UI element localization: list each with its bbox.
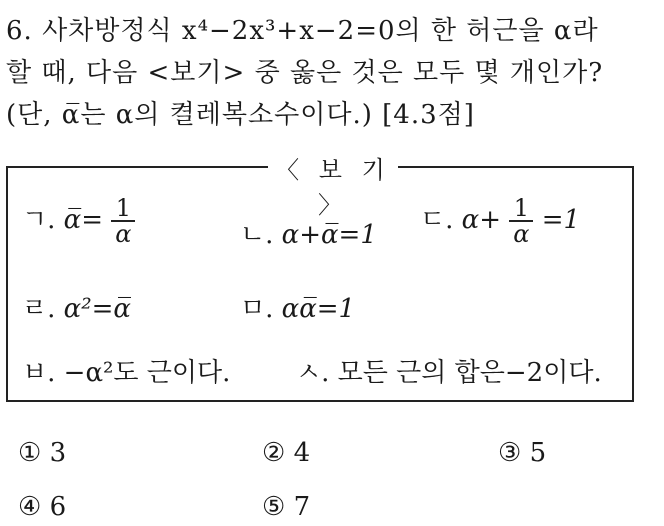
item-s-expr: 모든 근의 합은−2이다. — [337, 358, 602, 388]
item-r-expr: α²=α̅ — [63, 294, 131, 324]
item-g-den: α — [115, 220, 132, 248]
item-s — [296, 352, 602, 389]
item-d-den: α — [513, 220, 530, 248]
choice-1-value: 3 — [49, 438, 67, 468]
item-s-label: ㅅ. — [296, 358, 330, 388]
item-d-fraction — [509, 196, 533, 246]
choice-5-value: 7 — [293, 492, 311, 522]
item-n-label: ㄴ. — [240, 220, 274, 250]
question-line-2: 할 때, 다음 <보기> 중 옳은 것은 모두 몇 개인가? — [6, 58, 604, 88]
choice-3-mark: ③ — [498, 438, 522, 468]
choice-2-mark: ② — [262, 438, 286, 468]
choice-5[interactable] — [262, 492, 310, 522]
choice-3-value: 5 — [529, 438, 547, 468]
item-d-lhs: α+ — [461, 205, 501, 235]
choice-4-mark: ④ — [18, 492, 42, 522]
item-g-num: 1 — [111, 196, 135, 222]
item-g-fraction — [111, 196, 135, 246]
bogi-legend: 〈 보 기 〉 — [268, 150, 398, 220]
question-line-3: (단, α̅는 α의 켤레복소수이다.) [4.3점] — [6, 100, 475, 130]
item-b-expr: −α²도 근이다. — [63, 358, 231, 388]
choice-3[interactable] — [498, 438, 546, 468]
item-r-label: ㄹ. — [22, 294, 56, 324]
item-d — [420, 196, 580, 246]
choice-4[interactable] — [18, 492, 66, 522]
item-d-label: ㄷ. — [420, 205, 454, 235]
item-r — [22, 288, 131, 325]
item-g — [22, 196, 135, 246]
item-n — [240, 214, 377, 251]
item-n-expr: α+α̅=1 — [281, 220, 377, 250]
choice-1-mark: ① — [18, 438, 42, 468]
item-d-rhs: =1 — [541, 205, 581, 235]
item-b — [22, 352, 230, 389]
question-line-1: 6. 사차방정식 x⁴−2x³+x−2=0의 한 허근을 α라 — [6, 16, 599, 46]
item-m-expr: αα̅=1 — [281, 294, 356, 324]
item-g-lhs: α̅= — [63, 205, 103, 235]
item-g-label: ㄱ. — [22, 205, 56, 235]
item-b-label: ㅂ. — [22, 358, 56, 388]
choice-2-value: 4 — [293, 438, 311, 468]
item-m — [240, 288, 355, 325]
choice-4-value: 6 — [49, 492, 67, 522]
item-d-num: 1 — [509, 196, 533, 222]
choice-2[interactable] — [262, 438, 310, 468]
item-m-label: ㅁ. — [240, 294, 274, 324]
choice-5-mark: ⑤ — [262, 492, 286, 522]
choice-1[interactable] — [18, 438, 66, 468]
